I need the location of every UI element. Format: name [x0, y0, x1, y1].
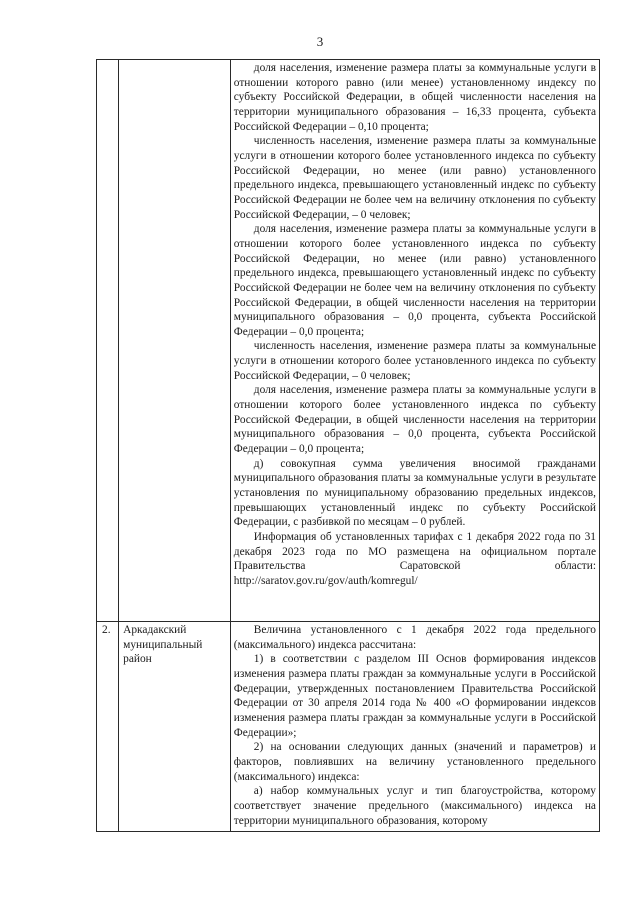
paragraph: 1) в соответствии с разделом III Основ формирования индексов изменения размера платы граждан за коммунальные услуги в Российской Федерации, утвержденных постановлением Правительства Российской Федерации от 30 апреля 2014 года № 400 «О формировании индексов изменения размера платы граждан за коммунальные услуги в Российской Федерации»; [233, 653, 596, 739]
municipality-name-cell [119, 60, 231, 622]
table-row [97, 60, 600, 622]
paragraph: 2) на основании следующих данных (значений и параметров) и факторов, повлиявших на величину установленного предельного (максимального) индекса: [233, 741, 596, 783]
paragraph: д) совокупная сумма увеличения вносимой гражданами муниципального образования платы за коммунальные услуги в результате установления по муниципальному образованию предельных индексов, превышающих установленный индекс по субъекту Российской Федерации, с разбивкой по месяцам – 0 рублей. [233, 457, 596, 529]
paragraph: а) набор коммунальных услуг и тип благоустройства, которому соответствует значение предельного (максимального) индекса на территории муниципального образования, которому [233, 785, 596, 827]
row-number-cell: 2. [97, 622, 119, 832]
description-cell [230, 622, 599, 832]
paragraph: доля населения, изменение размера платы за коммунальные услуги в отношении которого более установленного индекса по субъекту Российской Федерации, в общей численности населения на территории муниципального образования – 0,0 процента, субъекта Российской Федерации – 0,0 процента; [233, 384, 596, 456]
row-number-cell [97, 60, 119, 622]
paragraph: доля населения, изменение размера платы за коммунальные услуги в отношении которого более установленного индекса по субъекту Российской Федерации, но менее (или равно) установленного предельного индекса, превышающего установленный индекс по субъекту Российской Федерации не более чем на величину отклонения по субъекту Российской Федерации, в общей численности населения на территории муниципального образования – 0,0 процента, субъекта Российской Федерации – 0,0 процента; [233, 223, 596, 338]
tariff-info-table [96, 59, 600, 832]
table-row [97, 622, 600, 832]
paragraph: Величина установленного с 1 декабря 2022 года предельного (максимального) индекса рассчитана: [233, 624, 596, 651]
portal-link-paragraph: Информация об установленных тарифах с 1 декабря 2022 года по 31 декабря 2023 года по МО размещена на официальном портале Правительства Саратовской области: http://saratov.gov.ru/gov/auth/komregul/ [233, 531, 596, 587]
paragraph: численность населения, изменение размера платы за коммунальные услуги в отношении которого более установленного индекса по субъекту Российской Федерации, но менее (или равно) установленного предельного индекса, превышающего установленный индекс по субъекту Российской Федерации не более чем на величину отклонения по субъекту Российской Федерации, – 0 человек; [233, 135, 596, 221]
municipality-name-cell: Аркадакский муниципальный район [119, 622, 231, 832]
page-number: 3 [316, 34, 324, 49]
paragraph: численность населения, изменение размера платы за коммунальные услуги в отношении которого более установленного индекса по субъекту Российской Федерации, – 0 человек; [233, 340, 596, 382]
paragraph: доля населения, изменение размера платы за коммунальные услуги в отношении которого равно (или менее) установленному индексу по субъекту Российской Федерации, в общей численности населения на территории муниципального образования – 16,33 процента, субъекта Российской Федерации – 0,10 процента; [233, 62, 596, 133]
description-cell [230, 60, 599, 622]
